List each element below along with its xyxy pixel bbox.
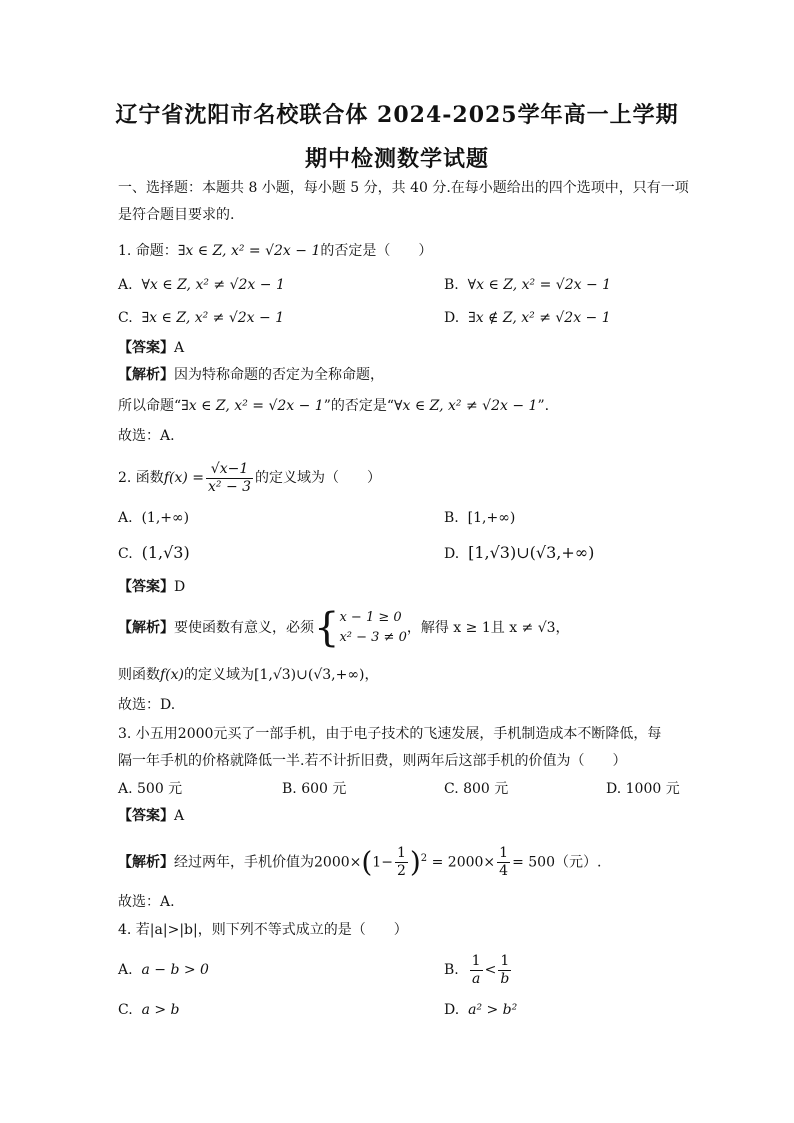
q1-suffix: 的否定是（ ） <box>320 243 433 259</box>
q2-choose: 故选：D. <box>118 697 176 713</box>
q2-stem: 2. 函数f(x) = $\frac{√x-1}{\text{x² − 3}}$ 的定义域为（ ） <box>118 460 382 495</box>
q2-option-b: B. [1,+∞) <box>444 510 516 526</box>
q3-option-a: A. 500 元 <box>118 781 183 797</box>
q3-choose: 故选：A. <box>118 894 175 910</box>
q3-option-b: B. 600 元 <box>282 781 347 797</box>
q4-stem: 4. 若|a|>|b|，则下列不等式成立的是（ ） <box>118 922 408 938</box>
q2-option-c: C. (1,√3) <box>118 543 190 562</box>
q1-option-c: C. ∃x ∈ Z, x² ≠ √2x − 1 <box>118 310 285 326</box>
q1-option-d: D. ∃x ∉ Z, x² ≠ √2x − 1 <box>444 310 611 326</box>
q3-option-c: C. 800 元 <box>444 781 509 797</box>
section1-line2: 是符合题目要求的. <box>118 207 235 223</box>
q2-answer: 【答案】D <box>118 579 186 595</box>
q3-half-fraction: $\frac{1}{2}$ <box>396 845 406 880</box>
title-line-2: 期中检测数学试题 <box>304 146 489 172</box>
q2-fraction: $\frac{√x-1}{\text{x² − 3}}$ <box>208 460 252 495</box>
q1-stem <box>118 241 432 261</box>
q4-option-b: B. $\frac{1}{a}$ < $\frac{1}{b}$ <box>444 952 510 987</box>
q1-answer: 【答案】A <box>118 340 185 356</box>
q3-line1: 3. 小五用2000元买了一部手机，由于电子技术的飞速发展，手机制造成本不断降低，每 <box>118 726 662 742</box>
q2-function: f(x) = <box>163 470 204 486</box>
q1-stem-math: ∃x ∈ Z, x² = √2x − 1 <box>177 243 321 259</box>
q4-option-d: D. a² > b² <box>444 1002 518 1018</box>
q3-option-d: D. 1000 元 <box>606 781 680 797</box>
q3-quarter-fraction: $\frac{1}{4}$ <box>499 845 509 880</box>
q2-option-a: A. (1,+∞) <box>118 510 190 526</box>
q3-answer: 【答案】A <box>118 808 185 824</box>
q2-explanation-2: 则函数f(x)的定义域为[1,√3)∪(√3,+∞)， <box>118 667 379 683</box>
q2-system: x − 1 ≥ 0 x² − 3 ≠ 0 <box>339 610 407 645</box>
q1-option-a: A. ∀x ∈ Z, x² ≠ √2x − 1 <box>118 277 285 293</box>
q4-option-c: C. a > b <box>118 1002 180 1018</box>
q1-explanation-2: 所以命题“∃x ∈ Z, x² = √2x − 1”的否定是“∀x ∈ Z, x² ≠ √2x − 1”. <box>118 398 550 414</box>
q3-explanation: 【解析】经过两年，手机价值为2000×(1− $\frac{1}{2}$ )$^2$ = 2000× $\frac{1}{4}$ = 500（元）. <box>118 845 602 880</box>
q1-explanation-1: 【解析】因为特称命题的否定为全称命题， <box>118 367 384 383</box>
section1-line1: 一、选择题：本题共 8 小题，每小题 5 分，共 40 分.在每小题给出的四个选项中，只有一项 <box>118 180 689 196</box>
q1-prefix: 1. 命题： <box>118 243 178 259</box>
q2-option-d: D. [1,√3)∪(√3,+∞) <box>444 543 595 562</box>
q1-option-b: B. ∀x ∈ Z, x² = √2x − 1 <box>444 277 612 293</box>
title-line-1: 辽宁省沈阳市名校联合体 2024-2025学年高一上学期 <box>115 102 679 128</box>
q1-choose: 故选：A. <box>118 428 175 444</box>
q3-line2: 隔一年手机的价格就降低一半.若不计折旧费，则两年后这部手机的价值为（ ） <box>118 753 627 769</box>
q2-explanation-1: 【解析】要使函数有意义，必须{ x − 1 ≥ 0 x² − 3 ≠ 0 ，解得 x ≥ 1且 x ≠ √3， <box>118 605 570 651</box>
q4-option-a: A. a − b > 0 <box>118 962 209 978</box>
